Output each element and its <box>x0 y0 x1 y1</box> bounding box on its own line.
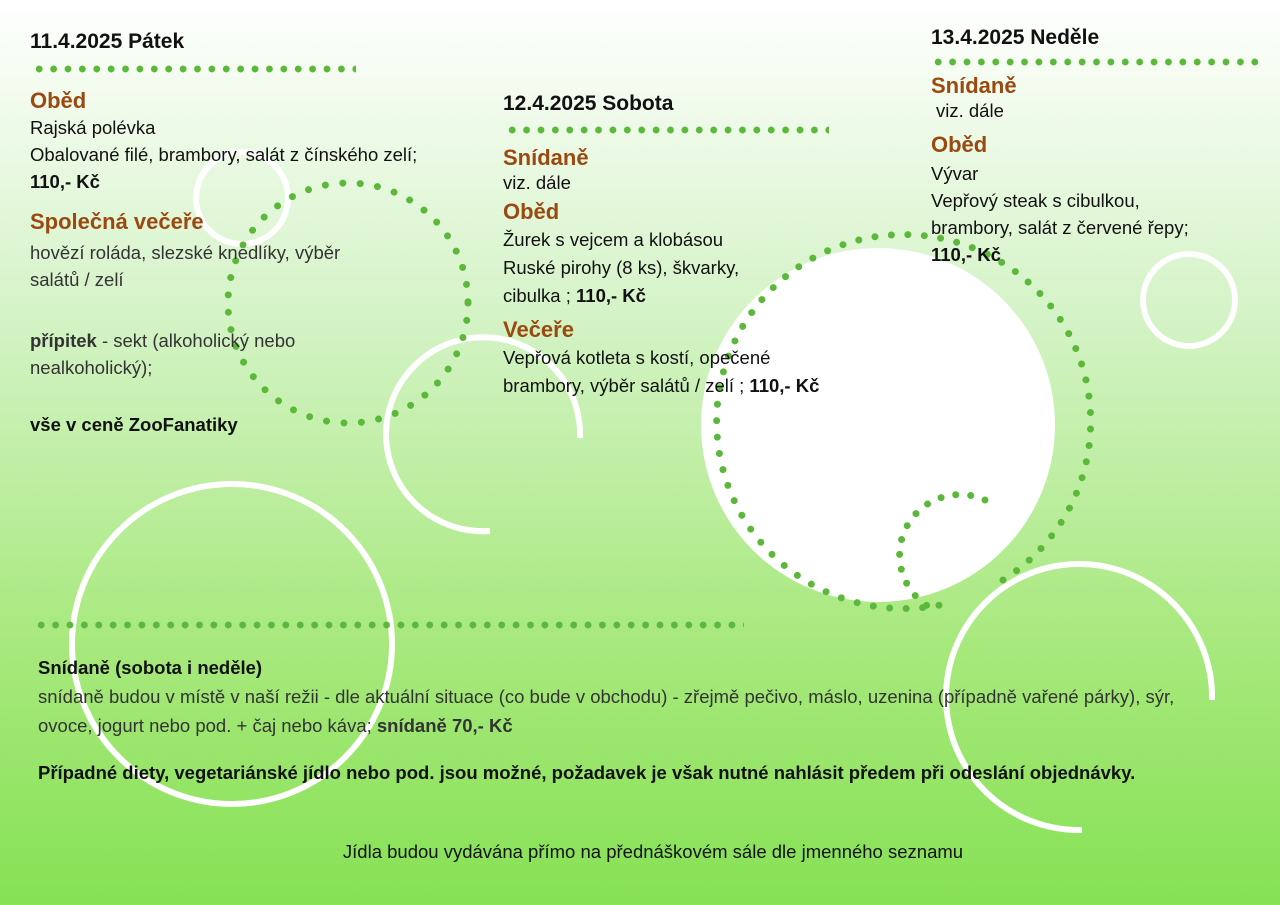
saturday-breakfast-heading: Snídaně <box>503 145 589 170</box>
friday-dinner-heading: Společná večeře <box>30 209 204 234</box>
friday-date: 11.4.2025 Pátek <box>30 30 185 53</box>
footer-diets-note: Případné diety, vegetariánské jídlo nebo pod. jsou možné, požadavek je však nutné nahlásit předem při odeslání objednávky. <box>38 762 1136 783</box>
friday-lunch-price: 110,- Kč <box>30 171 100 192</box>
saturday-lunch-main-text: cibulka ; <box>503 285 571 306</box>
sunday-date: 13.4.2025 Neděle <box>931 26 1100 49</box>
sunday-lunch-heading: Oběd <box>931 132 988 157</box>
friday-dinner-line1: hovězí roláda, slezské knedlíky, výběr <box>30 242 341 263</box>
friday-included-note: vše v ceně ZooFanatiky <box>30 414 238 435</box>
saturday-date: 12.4.2025 Sobota <box>503 92 674 115</box>
friday-toast-label: přípitek <box>30 330 97 351</box>
sunday-lunch-main-line1: Vepřový steak s cibulkou, <box>931 190 1140 211</box>
sunday-breakfast-text: viz. dále <box>936 100 1004 121</box>
friday-toast-line2: nealkoholický); <box>30 357 153 378</box>
sunday-lunch-soup: Vývar <box>931 163 979 184</box>
saturday-lunch-soup: Žurek s vejcem a klobásou <box>503 229 724 250</box>
saturday-dinner-heading: Večeře <box>503 317 574 342</box>
friday-toast-text: - sekt (alkoholický nebo <box>101 330 296 351</box>
sunday-lunch-main-line2: brambory, salát z červené řepy; <box>931 217 1189 238</box>
friday-column <box>30 30 470 438</box>
saturday-column <box>503 92 923 400</box>
friday-lunch-main-text: Obalované filé, brambory, salát z čínského zelí; <box>30 144 418 165</box>
saturday-lunch-main-line1: Ruské pirohy (8 ks), škvarky, <box>503 257 740 278</box>
footer-breakfast-text <box>38 682 1228 740</box>
friday-lunch-soup: Rajská polévka <box>30 117 156 138</box>
footer-breakfast-heading: Snídaně (sobota i neděle) <box>38 657 263 678</box>
saturday-dinner-price: 110,- Kč <box>749 375 820 396</box>
friday-toast <box>30 327 470 354</box>
friday-dinner-line2: salátů / zelí <box>30 269 124 290</box>
saturday-dinner-line1: Vepřová kotleta s kostí, opečené <box>503 347 771 368</box>
footer-breakfast-desc: snídaně budou v místě v naší režii - dle aktuální situace (co bude v obchodu) - zřejmě pečivo, máslo, uzenina (případně vařené párky), sýr, ovoce, jogurt nebo pod. + čaj nebo káva; <box>38 686 1175 736</box>
sunday-breakfast-heading: Snídaně <box>931 73 1017 98</box>
saturday-lunch-price: 110,- Kč <box>576 285 646 306</box>
saturday-lunch-main-line2 <box>503 282 923 310</box>
saturday-dinner-line2 <box>503 372 923 400</box>
saturday-breakfast-text: viz. dále <box>503 172 571 193</box>
saturday-lunch-heading: Oběd <box>503 199 560 224</box>
saturday-dinner-text: brambory, výběr salátů / zelí ; <box>503 375 745 396</box>
friday-lunch-main <box>30 141 460 195</box>
sunday-column <box>931 26 1261 268</box>
friday-lunch-heading: Oběd <box>30 88 87 113</box>
footer-serving-note: Jídla budou vydávána přímo na přednáškovém sále dle jmenného seznamu <box>342 841 964 862</box>
footer-breakfast-info <box>38 654 1228 787</box>
footer-breakfast-price: snídaně 70,- Kč <box>376 715 513 736</box>
separator-footer <box>34 621 744 629</box>
sunday-lunch-price: 110,- Kč <box>931 244 1001 265</box>
